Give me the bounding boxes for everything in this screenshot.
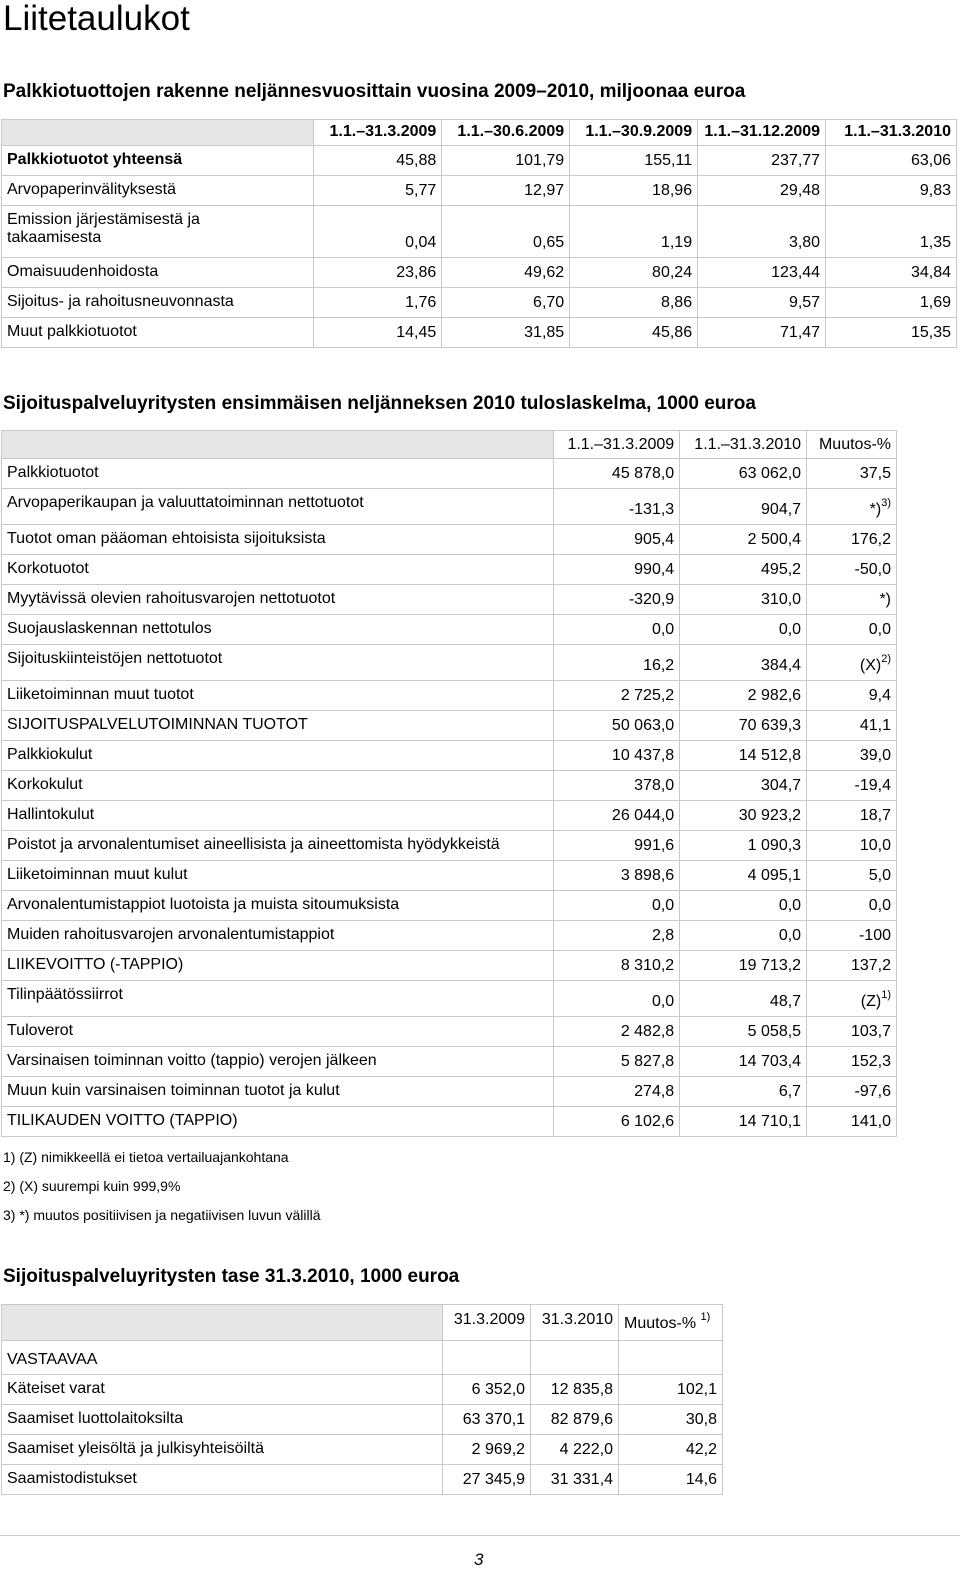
cell-value: 45 878,0 [554,459,680,489]
column-header: 1.1.–31.3.2010 [826,120,957,146]
cell-value: 2 969,2 [443,1435,531,1465]
column-header: 1.1.–30.9.2009 [570,120,698,146]
row-label-line: takaamisesta [7,229,102,246]
cell-value: 9,57 [698,288,826,318]
row-label: Sijoitus- ja rahoitusneuvonnasta [2,288,314,318]
cell-value: 45,88 [314,146,442,176]
cell-value: 6,7 [680,1077,807,1107]
cell-value: 495,2 [680,555,807,585]
row-label: Tilinpäätössiirrot [2,981,554,1017]
cell-value: 2,8 [554,921,680,951]
cell-value: 26 044,0 [554,801,680,831]
table-row [2,555,897,585]
column-header: Muutos-% [807,431,897,459]
row-label: Muun kuin varsinaisen toiminnan tuotot ja kulut [2,1077,554,1107]
cell-value: -19,4 [807,771,897,801]
row-label: Liiketoiminnan muut kulut [2,861,554,891]
cell-value: 1,19 [570,206,698,258]
cell-value: 49,62 [442,258,570,288]
column-header-label: Muutos-% [624,1315,697,1332]
cell-value: 0,0 [554,615,680,645]
row-label: Saamistodistukset [2,1465,443,1495]
cell-value: -320,9 [554,585,680,615]
cell-value: 8,86 [570,288,698,318]
row-label: Omaisuudenhoidosta [2,258,314,288]
cell-value: 141,0 [807,1107,897,1137]
footnote-marker: 1) [881,988,891,1001]
cell-value: 2 725,2 [554,681,680,711]
table-row [2,1465,723,1495]
cell-value: 905,4 [554,525,680,555]
footer-divider [0,1535,960,1536]
row-label: Palkkiotuotot [2,459,554,489]
cell-value-text: (Z) [860,993,882,1010]
cell-value: 14 710,1 [680,1107,807,1137]
cell-value [807,489,897,525]
row-label: Poistot ja arvonalentumiset aineellisista ja aineettomista hyödykkeistä [2,831,554,861]
cell-value: 23,86 [314,258,442,288]
table-row [2,681,897,711]
cell-value: 15,35 [826,318,957,348]
cell-value: 41,1 [807,711,897,741]
cell-value: 31,85 [442,318,570,348]
row-label [2,206,314,258]
cell-value: 29,48 [698,176,826,206]
column-header [619,1305,723,1341]
cell-value: 378,0 [554,771,680,801]
page-title: Liitetaulukot [3,0,190,38]
table-row [2,921,897,951]
cell-value: 155,11 [570,146,698,176]
footnote: 3) *) muutos positiivisen ja negatiivisen luvun välillä [3,1207,321,1223]
cell-value [807,981,897,1017]
cell-value: 82 879,6 [531,1405,619,1435]
balance-sheet-table [1,1304,723,1495]
table-row [2,951,897,981]
cell-value: 34,84 [826,258,957,288]
row-label: Korkotuotot [2,555,554,585]
table-row [2,1375,723,1405]
cell-value: 80,24 [570,258,698,288]
cell-value: 384,4 [680,645,807,681]
table-row [2,1017,897,1047]
cell-value: 0,0 [807,891,897,921]
table-row [2,585,897,615]
cell-value: 0,0 [680,615,807,645]
cell-value: 3,80 [698,206,826,258]
cell-value: 2 482,8 [554,1017,680,1047]
table1-title: Palkkiotuottojen rakenne neljännesvuosittain vuosina 2009–2010, miljoonaa euroa [3,81,746,102]
row-label: TILIKAUDEN VOITTO (TAPPIO) [2,1107,554,1137]
cell-value: 0,04 [314,206,442,258]
table-header-row [2,120,957,146]
footnote: 1) (Z) nimikkeellä ei tietoa vertailuajankohtana [3,1149,289,1165]
column-header: 31.3.2010 [531,1305,619,1341]
cell-value: 1,69 [826,288,957,318]
table-row [2,1077,897,1107]
cell-value: 123,44 [698,258,826,288]
table-header-row [2,1305,723,1341]
footnote: 2) (X) suurempi kuin 999,9% [3,1178,181,1194]
table-corner-cell [2,120,314,146]
table-row [2,288,957,318]
cell-value: 5,0 [807,861,897,891]
table-corner-cell [2,1305,443,1341]
table-row [2,1435,723,1465]
cell-value: 0,0 [554,891,680,921]
table-row [2,711,897,741]
cell-value: 39,0 [807,741,897,771]
cell-value: 3 898,6 [554,861,680,891]
table-row [2,525,897,555]
table-row [2,206,957,258]
row-label: Saamiset yleisöltä ja julkisyhteisöiltä [2,1435,443,1465]
table-row [2,861,897,891]
row-label-line: Emission järjestämisestä ja [7,211,200,228]
table-row [2,1405,723,1435]
row-label: Käteiset varat [2,1375,443,1405]
row-label: LIIKEVOITTO (-TAPPIO) [2,951,554,981]
cell-value: 14 703,4 [680,1047,807,1077]
row-label: Arvopaperikaupan ja valuuttatoiminnan nettotuotot [2,489,554,525]
cell-value: 152,3 [807,1047,897,1077]
cell-value: 1,76 [314,288,442,318]
row-label: Korkokulut [2,771,554,801]
footnote-marker: 3) [881,496,891,509]
cell-value: 103,7 [807,1017,897,1047]
cell-value: 101,79 [442,146,570,176]
cell-value: 9,83 [826,176,957,206]
footnote-marker: 1) [700,1310,711,1323]
cell-value: 31 331,4 [531,1465,619,1495]
cell-value: 274,8 [554,1077,680,1107]
cell-value: 304,7 [680,771,807,801]
row-label: VASTAAVAA [2,1341,443,1375]
cell-value: 4 222,0 [531,1435,619,1465]
table-row [2,1047,897,1077]
table-corner-cell [2,431,554,459]
cell-value: 12,97 [442,176,570,206]
cell-value: 102,1 [619,1375,723,1405]
table-row [2,318,957,348]
row-label: Suojauslaskennan nettotulos [2,615,554,645]
cell-value: 18,7 [807,801,897,831]
cell-value: 30,8 [619,1405,723,1435]
cell-value: 42,2 [619,1435,723,1465]
cell-value: 10,0 [807,831,897,861]
row-label: Muiden rahoitusvarojen arvonalentumistappiot [2,921,554,951]
cell-value [443,1341,531,1375]
row-label: Hallintokulut [2,801,554,831]
commission-income-table [1,119,957,348]
cell-value: 18,96 [570,176,698,206]
cell-value: 12 835,8 [531,1375,619,1405]
row-label: Palkkiokulut [2,741,554,771]
cell-value: 0,0 [554,981,680,1017]
table-row [2,771,897,801]
column-header: 1.1.–31.3.2009 [554,431,680,459]
cell-value [807,645,897,681]
cell-value: 14 512,8 [680,741,807,771]
cell-value: 0,0 [680,891,807,921]
row-label: Tuotot oman pääoman ehtoisista sijoituksista [2,525,554,555]
column-header: 1.1.–31.3.2010 [680,431,807,459]
cell-value: 6 102,6 [554,1107,680,1137]
cell-value: 19 713,2 [680,951,807,981]
cell-value: 70 639,3 [680,711,807,741]
cell-value: 27 345,9 [443,1465,531,1495]
cell-value: *) [807,585,897,615]
cell-value: 37,5 [807,459,897,489]
row-label: Arvonalentumistappiot luotoista ja muista sitoumuksista [2,891,554,921]
cell-value: 1,35 [826,206,957,258]
cell-value: 50 063,0 [554,711,680,741]
table-row [2,981,897,1017]
cell-value: 63 370,1 [443,1405,531,1435]
table-row [2,176,957,206]
cell-value: 5 058,5 [680,1017,807,1047]
cell-value: 176,2 [807,525,897,555]
cell-value: 0,0 [807,615,897,645]
column-header: 1.1.–30.6.2009 [442,120,570,146]
cell-value: 14,45 [314,318,442,348]
cell-value: -50,0 [807,555,897,585]
table-header-row [2,431,897,459]
table-row [2,891,897,921]
table-row [2,1107,897,1137]
row-label: Liiketoiminnan muut tuotot [2,681,554,711]
table-row [2,1341,723,1375]
cell-value: 0,0 [680,921,807,951]
column-header: 1.1.–31.3.2009 [314,120,442,146]
row-label: Sijoituskiinteistöjen nettotuotot [2,645,554,681]
row-label: Varsinaisen toiminnan voitto (tappio) verojen jälkeen [2,1047,554,1077]
table-row [2,831,897,861]
table-row [2,741,897,771]
cell-value: 14,6 [619,1465,723,1495]
cell-value: 5 827,8 [554,1047,680,1077]
cell-value: 48,7 [680,981,807,1017]
cell-value: 137,2 [807,951,897,981]
income-statement-table [1,430,897,1137]
cell-value: 6 352,0 [443,1375,531,1405]
cell-value: 1 090,3 [680,831,807,861]
cell-value: 237,77 [698,146,826,176]
cell-value: 904,7 [680,489,807,525]
cell-value: 5,77 [314,176,442,206]
cell-value: 9,4 [807,681,897,711]
cell-value: 990,4 [554,555,680,585]
cell-value [531,1341,619,1375]
table-row [2,489,897,525]
row-label: Myytävissä olevien rahoitusvarojen nettotuotot [2,585,554,615]
cell-value: 63,06 [826,146,957,176]
cell-value-text: *) [869,501,882,518]
page-number: 3 [474,1550,484,1569]
cell-value: -97,6 [807,1077,897,1107]
column-header: 1.1.–31.12.2009 [698,120,826,146]
column-header: 31.3.2009 [443,1305,531,1341]
table2-title: Sijoituspalveluyritysten ensimmäisen neljänneksen 2010 tuloslaskelma, 1000 euroa [3,393,756,414]
row-label: SIJOITUSPALVELUTOIMINNAN TUOTOT [2,711,554,741]
table-row [2,459,897,489]
cell-value-text: (X) [859,657,882,674]
cell-value: 310,0 [680,585,807,615]
cell-value [619,1341,723,1375]
table3-title: Sijoituspalveluyritysten tase 31.3.2010, 1000 euroa [3,1266,460,1287]
row-label: Palkkiotuotot yhteensä [2,146,314,176]
cell-value: 63 062,0 [680,459,807,489]
cell-value: 6,70 [442,288,570,318]
cell-value: 30 923,2 [680,801,807,831]
table-row [2,146,957,176]
cell-value: 71,47 [698,318,826,348]
cell-value: 2 500,4 [680,525,807,555]
cell-value: 16,2 [554,645,680,681]
row-label: Arvopaperinvälityksestä [2,176,314,206]
table-row [2,801,897,831]
row-label: Muut palkkiotuotot [2,318,314,348]
cell-value: -131,3 [554,489,680,525]
cell-value: 991,6 [554,831,680,861]
table-row [2,615,897,645]
table-row [2,645,897,681]
cell-value: 4 095,1 [680,861,807,891]
cell-value: 8 310,2 [554,951,680,981]
cell-value: 0,65 [442,206,570,258]
cell-value: -100 [807,921,897,951]
row-label: Tuloverot [2,1017,554,1047]
cell-value: 2 982,6 [680,681,807,711]
cell-value: 45,86 [570,318,698,348]
cell-value: 10 437,8 [554,741,680,771]
row-label: Saamiset luottolaitoksilta [2,1405,443,1435]
footnote-marker: 2) [881,652,891,665]
table-row [2,258,957,288]
